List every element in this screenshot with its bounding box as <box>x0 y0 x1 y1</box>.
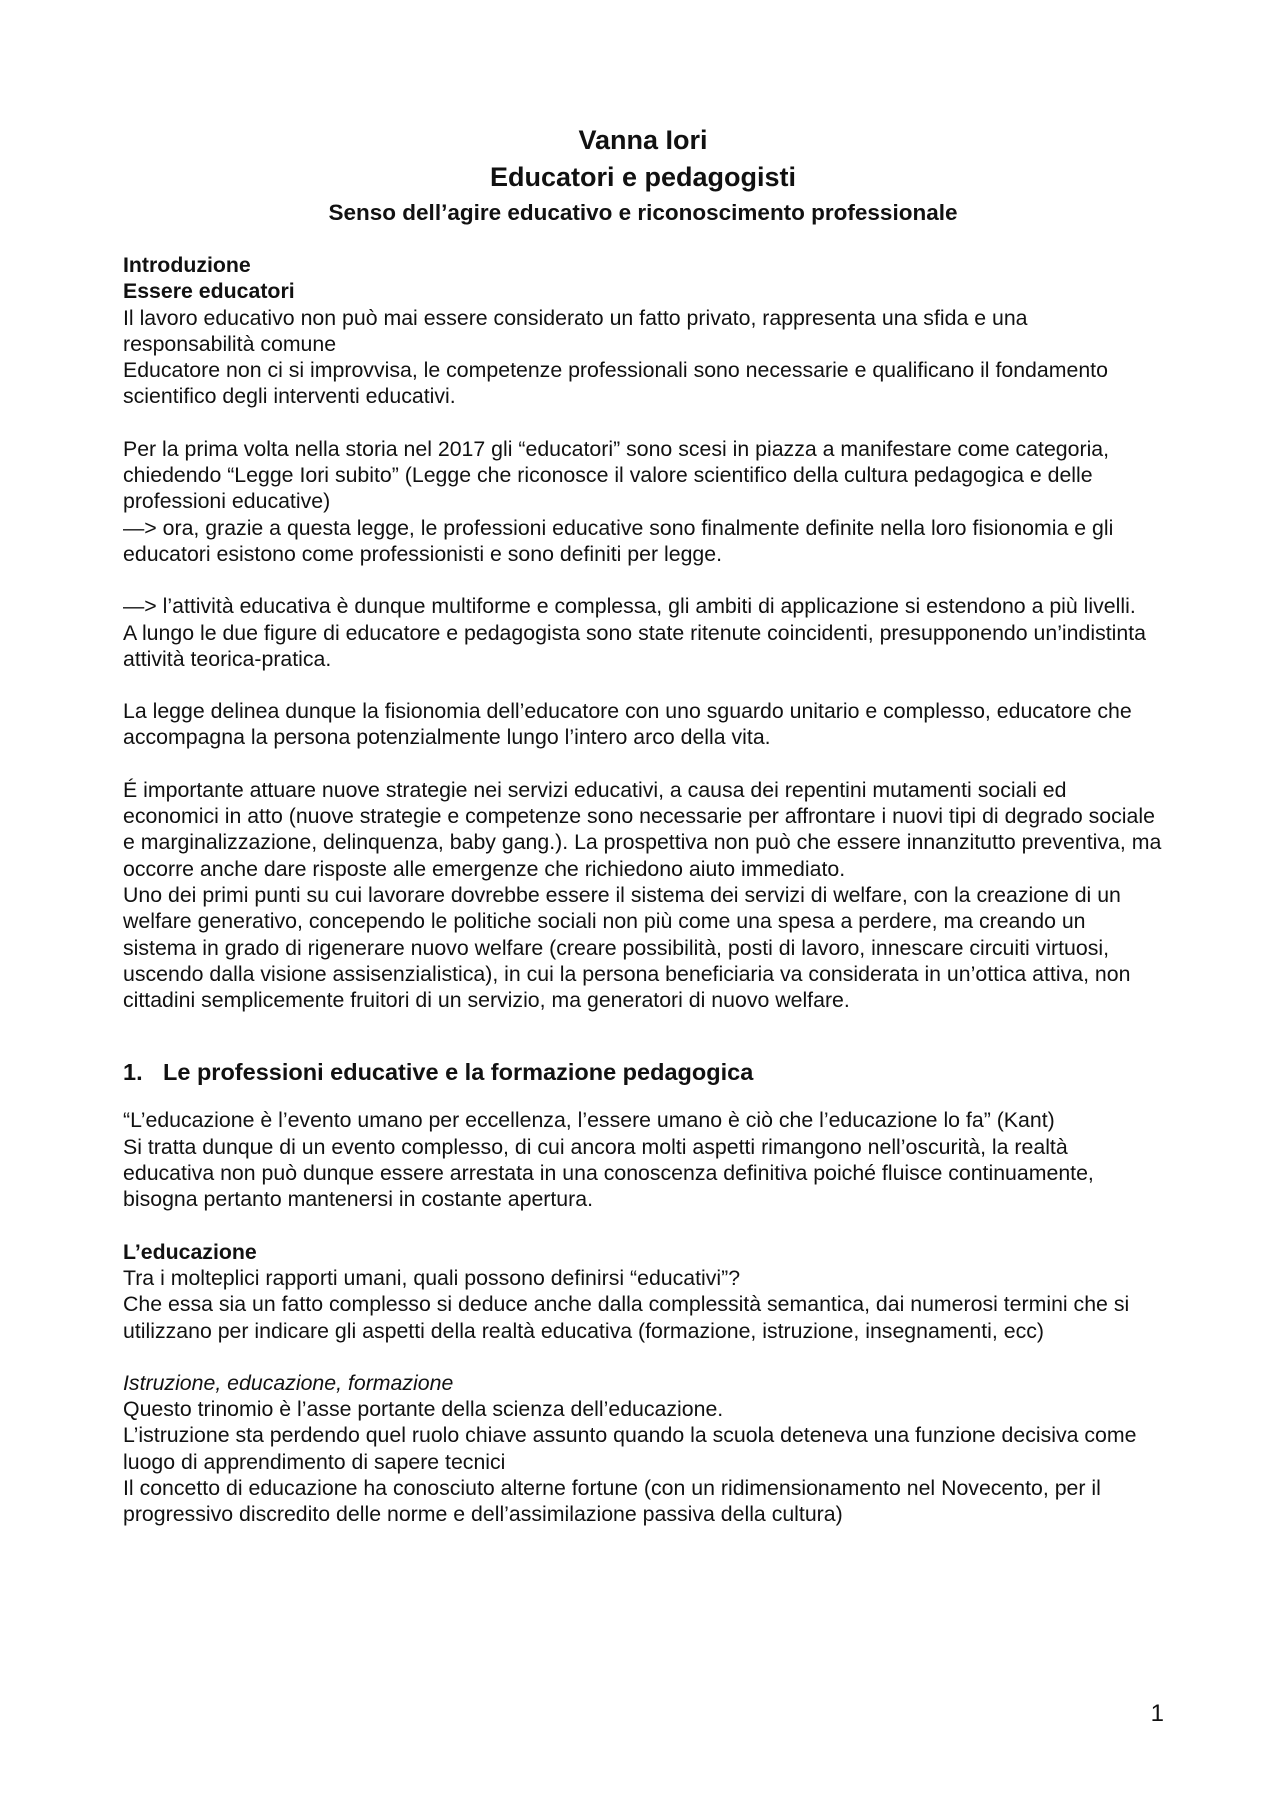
spacer <box>123 751 1163 777</box>
subsection-heading: L’educazione <box>123 1239 257 1264</box>
intro-paragraph-2: Educatore non ci si improvvisa, le competenze professionali sono necessarie e qualificano il fondamento scientifico degli interventi educativi. <box>123 358 1108 409</box>
section-paragraph-3: Tra i molteplici rapporti umani, quali possono definirsi “educativi”? <box>123 1265 741 1290</box>
section-paragraph-7: Il concetto di educazione ha conosciuto alterne fortune (con un ridimensionamento nel Novecento, per il progressivo discredito delle norme e dell’assimilazione passiva della cultura) <box>123 1475 1101 1527</box>
title-block <box>123 122 1163 228</box>
section-paragraph-2: Si tratta dunque di un evento complesso, di cui ancora molti aspetti rimangono nell’oscurità, la realtà educativa non può dunque essere arrestata in una conoscenza definitiva poiché fluisce continuamente, bisogna pertanto mantenersi in costante apertura. <box>123 1134 1094 1212</box>
intro-subheading: Essere educatori <box>123 279 295 304</box>
intro-paragraph-8: É importante attuare nuove strategie nei servizi educativi, a causa dei repentini mutamenti sociali ed economici in atto (nuove strategie e competenze sono necessarie per affrontare i nuovi tipi di degrado sociale e marginalizzazione, delinquenza, baby gang.). La prospettiva non può che essere innanzitutto preventiva, ma occorre anche dare risposte alle emergenze che richiedono aiuto immediato. <box>123 777 1162 881</box>
section-title: Le professioni educative e la formazione pedagogica <box>163 1059 754 1086</box>
spacer <box>123 1087 1163 1107</box>
spacer <box>123 228 1163 252</box>
section-paragraph-1: “L’educazione è l’evento umano per eccellenza, l’essere umano è ciò che l’educazione lo fa” (Kant) <box>123 1108 1055 1133</box>
intro-paragraph-7: La legge delinea dunque la fisionomia dell’educatore con uno sguardo unitario e complesso, educatore che accompagna la persona potenzialmente lungo l’intero arco della vita. <box>123 699 1132 750</box>
document-title: Educatori e pedagogisti <box>489 162 797 192</box>
section-paragraph-5: Questo trinomio è l’asse portante della scienza dell’educazione. <box>123 1397 724 1422</box>
intro-paragraph-3: Per la prima volta nella storia nel 2017 gli “educatori” sono scesi in piazza a manifestare come categoria, chiedendo “Legge Iori subito” (Legge che riconosce il valore scientifico della cultura pedagogica e delle professioni educative) <box>123 436 1110 514</box>
page-number: 1 <box>1150 1700 1164 1727</box>
section-heading <box>123 1057 1163 1087</box>
intro-paragraph-1: Il lavoro educativo non può mai essere considerato un fatto privato, rappresenta una sfida e una responsabilità comune <box>123 305 1028 356</box>
italic-subheading: Istruzione, educazione, formazione <box>123 1370 454 1395</box>
spacer <box>123 1013 1163 1057</box>
author-name: Vanna Iori <box>578 125 708 155</box>
intro-paragraph-4: —> ora, grazie a questa legge, le professioni educative sono finalmente definite nella loro fisionomia e gli educatori esistono come professionisti e sono definiti per legge. <box>123 515 1114 566</box>
intro-paragraph-6: A lungo le due figure di educatore e pedagogista sono state ritenute coincidenti, presupponendo un’indistinta attività teorica-pratica. <box>123 620 1146 671</box>
page-content <box>123 122 1163 1528</box>
intro-heading: Introduzione <box>123 253 251 277</box>
spacer <box>123 672 1163 698</box>
spacer <box>123 410 1163 436</box>
intro-paragraph-5: —> l’attività educativa è dunque multiforme e complessa, gli ambiti di applicazione si estendono a più livelli. <box>123 594 1136 619</box>
spacer <box>123 1344 1163 1370</box>
section-number: 1. <box>123 1059 143 1086</box>
intro-paragraph-9: Uno dei primi punti su cui lavorare dovrebbe essere il sistema dei servizi di welfare, con la creazione di un welfare generativo, concependo le politiche sociali non più come una spesa a perdere, ma creando un sistema in grado di rigenerare nuovo welfare (creare possibilità, posti di lavoro, innescare circuiti virtuosi, uscendo dalla visione assisenzialistica), in cui la persona beneficiaria va considerata in un’ottica attiva, non cittadini semplicemente fruitori di un servizio, ma generatori di nuovo welfare. <box>123 882 1131 1013</box>
section-paragraph-6: L’istruzione sta perdendo quel ruolo chiave assunto quando la scuola deteneva una funzione decisiva come luogo di apprendimento di sapere tecnici <box>123 1423 1137 1474</box>
spacer <box>123 567 1163 593</box>
document-subtitle: Senso dell’agire educativo e riconoscimento professionale <box>328 200 958 225</box>
spacer <box>123 1213 1163 1239</box>
section-paragraph-4: Che essa sia un fatto complesso si deduce anche dalla complessità semantica, dai numerosi termini che si utilizzano per indicare gli aspetti della realtà educativa (formazione, istruzione, insegnamenti, ecc) <box>123 1292 1130 1343</box>
